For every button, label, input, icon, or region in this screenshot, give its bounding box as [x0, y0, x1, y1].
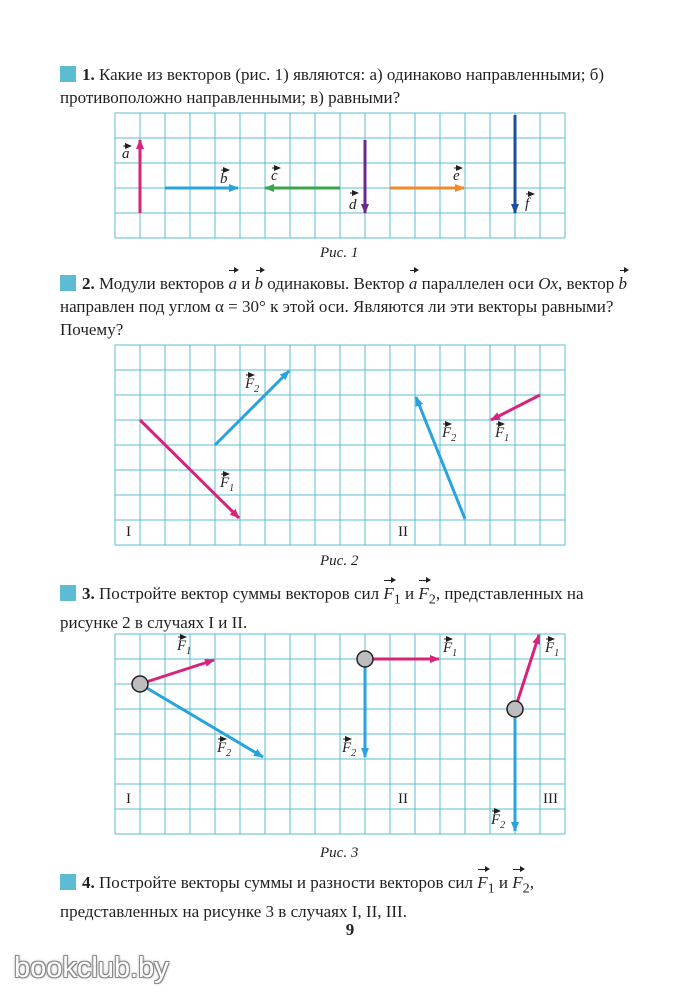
- application-point: [357, 651, 373, 667]
- application-point: [507, 701, 523, 717]
- case-label-2: II: [398, 791, 408, 807]
- task-text: , вектор: [558, 274, 615, 293]
- subscript: 2: [428, 591, 436, 608]
- label-f1: $F_1$: [495, 425, 510, 444]
- vector-b-symbol: b: [619, 270, 628, 295]
- figure-1-vectors: [140, 115, 515, 213]
- application-point: [132, 676, 148, 692]
- label-f2: $F_2$: [245, 376, 260, 395]
- subscript: 2: [522, 880, 530, 897]
- vector-a-symbol: a: [228, 270, 237, 295]
- vector-b-symbol: b: [255, 270, 264, 295]
- label-f2: $F_2$: [491, 812, 506, 831]
- task-text: параллелен оси: [421, 274, 534, 293]
- task-number: 4.: [82, 873, 95, 892]
- vector-f1-case-3: [515, 635, 539, 709]
- figure-2-caption: Рис. 2: [320, 553, 359, 569]
- task-text: Модули векторов: [99, 274, 225, 293]
- label-c: c: [271, 168, 278, 184]
- case-label-3: III: [543, 791, 558, 807]
- task-text: Постройте векторы суммы и разности векторов сил: [99, 873, 473, 892]
- force-f2-symbol: F: [512, 869, 522, 894]
- task-number: 1.: [82, 65, 95, 84]
- figure-1-grid: [115, 113, 565, 238]
- task-text: Постройте вектор суммы векторов сил: [99, 584, 380, 603]
- label-f2: $F_2$: [217, 740, 232, 759]
- figure-3-caption: Рис. 3: [320, 845, 359, 861]
- label-f1: $F_1$: [545, 640, 560, 659]
- subscript: 1: [487, 880, 495, 897]
- figure-2-grid: [115, 345, 565, 545]
- watermark: bookclub.by: [14, 952, 169, 984]
- task-text: и: [498, 873, 509, 892]
- task-text: одинаковы. Вектор: [267, 274, 405, 293]
- label-f1: $F_1$: [177, 638, 192, 657]
- task-text: , представленных на рисунке 3 в случаях I, II, III.: [60, 873, 534, 922]
- figure-2-labels: [126, 375, 509, 540]
- case-label-2: II: [398, 524, 408, 540]
- force-f2-symbol: F: [418, 580, 428, 605]
- force-f1-symbol: F: [477, 869, 487, 894]
- label-f1: $F_1$: [220, 475, 235, 494]
- label-f: f: [525, 196, 530, 212]
- vector-a-symbol: a: [409, 270, 418, 295]
- label-b: b: [220, 171, 228, 187]
- case-label-1: I: [126, 524, 131, 540]
- vector-f2-case-1: [140, 684, 263, 757]
- task-text: направлен под углом α = 30° к этой оси. Являются ли эти векторы равными? Почему?: [60, 297, 614, 339]
- task-text: , представленных на рисунке 2 в случаях I и II.: [60, 584, 584, 633]
- label-f1: $F_1$: [443, 640, 458, 659]
- label-e: e: [453, 168, 460, 184]
- label-f2: $F_2$: [442, 425, 457, 444]
- label-f2: $F_2$: [342, 740, 357, 759]
- figure-1-labels: [122, 146, 534, 213]
- case-label-1: I: [126, 791, 131, 807]
- page-number: 9: [345, 920, 355, 939]
- task-number: 2.: [82, 274, 95, 293]
- task-number: 3.: [82, 584, 95, 603]
- axis-ox: Ox: [538, 274, 559, 293]
- figure-3-grid: [115, 634, 565, 834]
- vector-f1-case-1: [140, 660, 214, 684]
- task-text: и: [405, 584, 415, 603]
- task-text: и: [241, 274, 251, 293]
- subscript: 1: [393, 591, 401, 608]
- task-text: Какие из векторов (рис. 1) являются: а) одинаково направленными; б) противоположно направленными; в) равными?: [60, 65, 605, 107]
- force-f1-symbol: F: [383, 580, 393, 605]
- label-a: a: [122, 146, 130, 162]
- label-d: d: [349, 197, 357, 213]
- figure-1-caption: Рис. 1: [320, 245, 359, 261]
